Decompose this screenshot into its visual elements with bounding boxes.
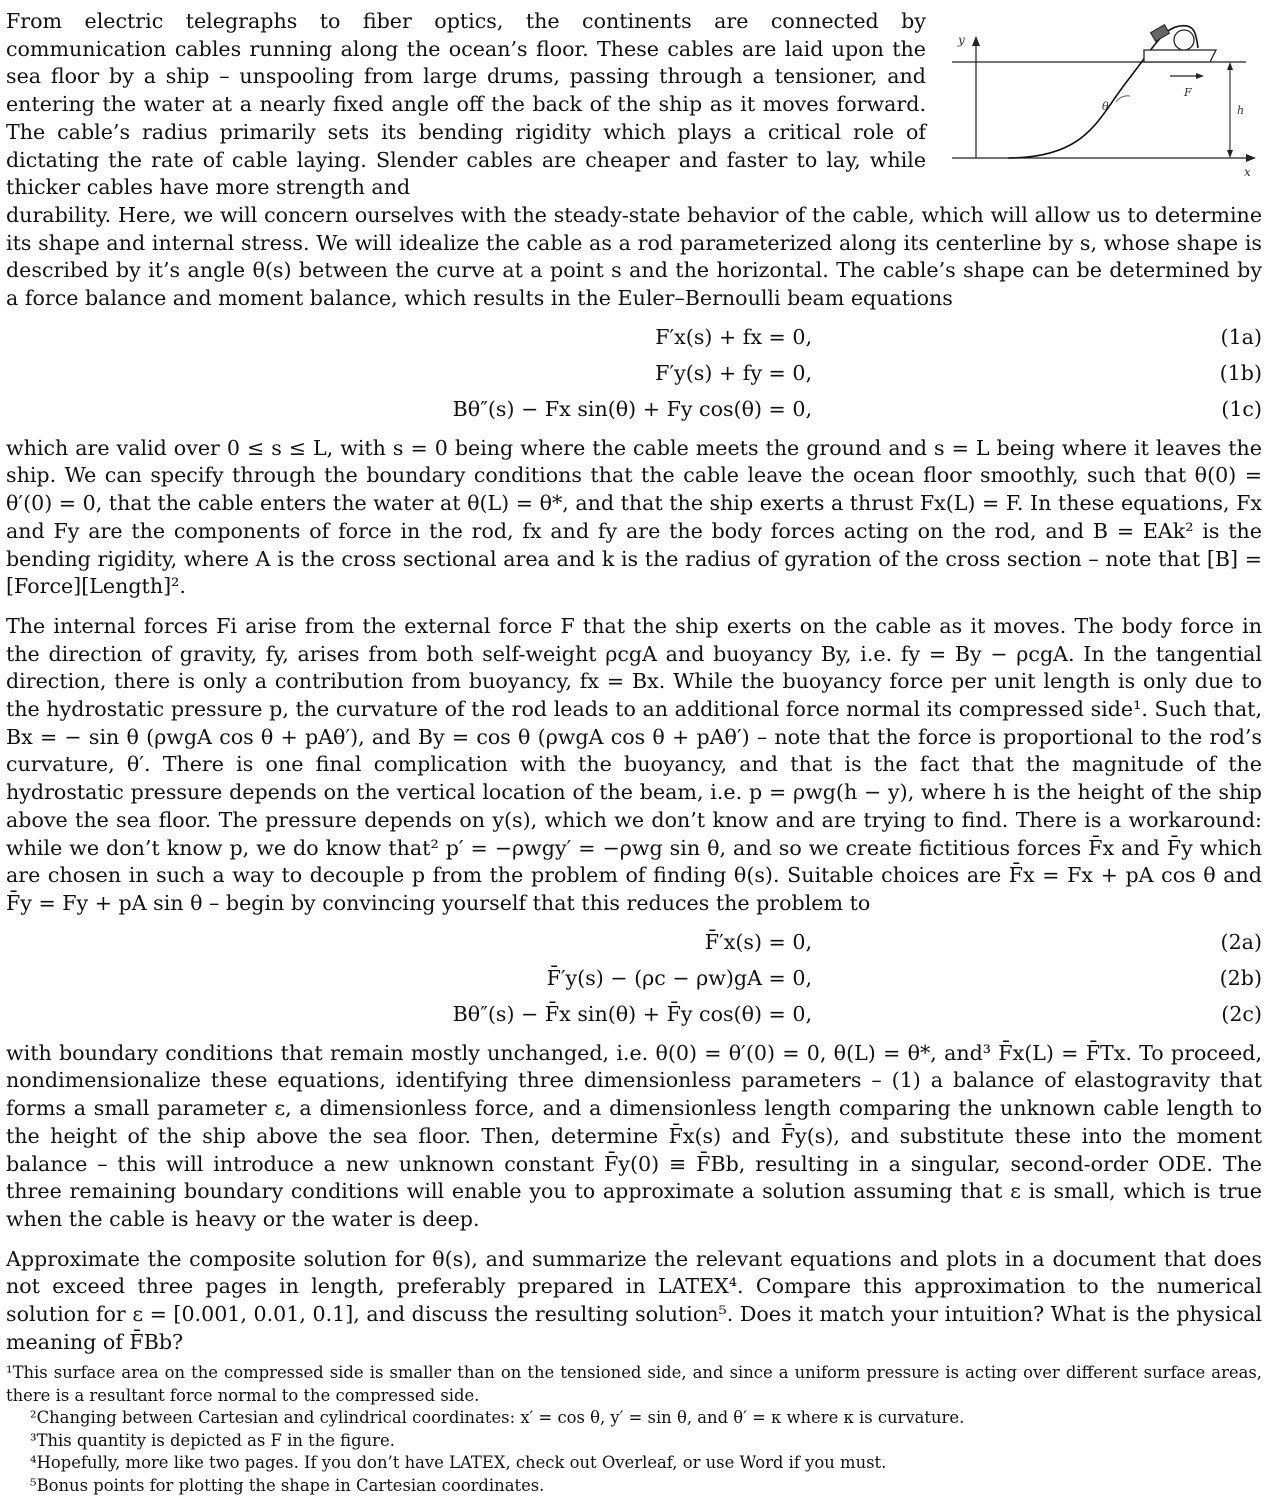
footnote-3: ³This quantity is depicted as F in the figure. (30, 1430, 395, 1450)
equation-number-2c: (2c) (1221, 1001, 1262, 1026)
problem-page (6, 8, 1262, 1497)
intro-paragraph-lead: From electric telegraphs to fiber optics, the continents are connected by communication cables running along the ocean’s floor. These cables are laid upon the sea floor by a ship – unspooling from large drums, passing through a tensioner, and entering the water at a nearly fixed angle off the back of the ship as it moves forward. The cable’s radius primarily sets its bending rigidity which plays a critical role of dictating the rate of cable laying. Slender cables are cheaper and faster to lay, while thicker cables have more strength and (6, 9, 926, 200)
equation-2b: F̄′y(s) − (ρc − ρw)gA = 0, (546, 965, 812, 990)
task-paragraph: Approximate the composite solution for θ(s), and summarize the relevant equations and plots in a document that does not exceed three pages in length, preferably prepared in LATEX⁴. Compare this approximation to the numerical solution for ε = [0.001, 0.01, 0.1], and discuss the resulting solution⁵. Does it match your intuition? What is the physical meaning of F̄Bb? (6, 1246, 1262, 1354)
equation-2c: Bθ″(s) − F̄x sin(θ) + F̄y cos(θ) = 0, (452, 1001, 812, 1026)
equation-row (6, 924, 1262, 960)
equation-2a: F̄′x(s) = 0, (704, 929, 812, 954)
footnote-4: ⁴Hopefully, more like two pages. If you don’t have LATEX, check out Overleaf, or use Word if you must. (30, 1453, 887, 1473)
equation-number-2b: (2b) (1219, 965, 1262, 990)
equation-row (6, 319, 1262, 355)
theta-label: θ (1102, 100, 1109, 113)
equation-1b: F′y(s) + fy = 0, (655, 360, 812, 385)
equation-block-1 (6, 319, 1262, 427)
nondimensionalize-paragraph: with boundary conditions that remain mostly unchanged, i.e. θ(0) = θ′(0) = 0, θ(L) = θ*, and³ F̄x(L) = F̄Tx. To proceed, nondimensionalize these equations, identifying three dimensionless parameters – (1) a balance of elastogravity that forms a small parameter ε, a dimensionless force, and a dimensionless length comparing the unknown cable length to the height of the ship above the sea floor. Then, determine F̄x(s) and F̄y(s), and substitute these into the moment balance – this will introduce a new unknown constant F̄y(0) ≡ F̄Bb, resulting in a singular, second-order ODE. The three remaining boundary conditions will enable you to approximate a solution assuming that ε is small, which is true when the cable is heavy or the water is deep. (6, 1040, 1262, 1231)
equation-number-1b: (1b) (1219, 360, 1262, 385)
height-label: h (1237, 104, 1245, 117)
footnote-5: ⁵Bonus points for plotting the shape in Cartesian coordinates. (30, 1475, 545, 1495)
thrust-label: F (1184, 86, 1192, 99)
equation-row (6, 391, 1262, 427)
equation-row (6, 960, 1262, 996)
equation-number-2a: (2a) (1220, 929, 1262, 954)
boundary-conditions-paragraph: which are valid over 0 ≤ s ≤ L, with s = 0 being where the cable meets the ground and s = L being where it leaves the ship. We can specify through the boundary conditions that the cable leave the ocean floor smoothly, such that θ(0) = θ′(0) = 0, that the cable enters the water at θ(L) = θ*, and that the ship exerts a thrust Fx(L) = F. In these equations, Fx and Fy are the components of force in the rod, fx and fy are the body forces acting on the rod, and B = EAk² is the bending rigidity, where A is the cross sectional area and k is the radius of gyration of the cross section – note that [B] = [Force][Length]². (6, 435, 1262, 599)
equation-number-1a: (1a) (1220, 324, 1262, 349)
equation-block-2 (6, 924, 1262, 1032)
internal-forces-paragraph: The internal forces Fi arise from the external force F that the ship exerts on the cable as it moves. The body force in the direction of gravity, fy, arises from both self-weight ρcgA and buoyancy By, i.e. fy = By − ρcgA. In the tangential direction, there is only a contribution from buoyancy, fx = Bx. While the buoyancy force per unit length is only due to the hydrostatic pressure p, the curvature of the rod leads to an additional force normal its compressed side¹. Such that, Bx = − sin θ (ρwgA cos θ + pAθ′), and By = cos θ (ρwgA cos θ + pAθ′) – note that the force is proportional to the rod’s curvature, θ′. There is one final complication with the buoyancy, and that is the fact that the magnitude of the hydrostatic pressure depends on the vertical location of the beam, i.e. p = ρwg(h − y), where h is the height of the ship above the sea floor. The pressure depends on y(s), which we don’t know and are trying to find. There is a workaround: while we don’t know p, we do know that² p′ = −ρwgy′ = −ρwg sin θ, and so we create fictitious forces F̄x and F̄y which are chosen in such a way to decouple p from the problem of finding θ(s). Suitable choices are F̄x = Fx + pA cos θ and F̄y = Fy + pA sin θ – begin by convincing yourself that this reduces the problem to (6, 613, 1262, 915)
footnote-1: ¹This surface area on the compressed side is smaller than on the tensioned side, and since a uniform pressure is acting over different surface areas, there is a resultant force normal to the compressed side. (6, 1363, 1262, 1405)
intro-paragraph-rest: durability. Here, we will concern ourselves with the steady-state behavior of the cable, which will allow us to determine its shape and internal stress. We will idealize the cable as a rod parameterized along its centerline by s, whose shape is described by it’s angle θ(s) between the curve at a point s and the horizontal. The cable’s shape can be determined by a force balance and moment balance, which results in the Euler–Bernoulli beam equations (6, 202, 1262, 311)
x-axis-label: x (1244, 165, 1251, 179)
equation-1a: F′x(s) + fx = 0, (655, 324, 812, 349)
y-axis-label: y (958, 33, 965, 47)
footnote-2: ²Changing between Cartesian and cylindrical coordinates: x′ = cos θ, y′ = sin θ, and θ′ = κ where κ is curvature. (30, 1408, 965, 1428)
equation-1c: Bθ″(s) − Fx sin(θ) + Fy cos(θ) = 0, (452, 396, 812, 421)
equation-row (6, 996, 1262, 1032)
equation-number-1c: (1c) (1221, 396, 1262, 421)
equation-row (6, 355, 1262, 391)
